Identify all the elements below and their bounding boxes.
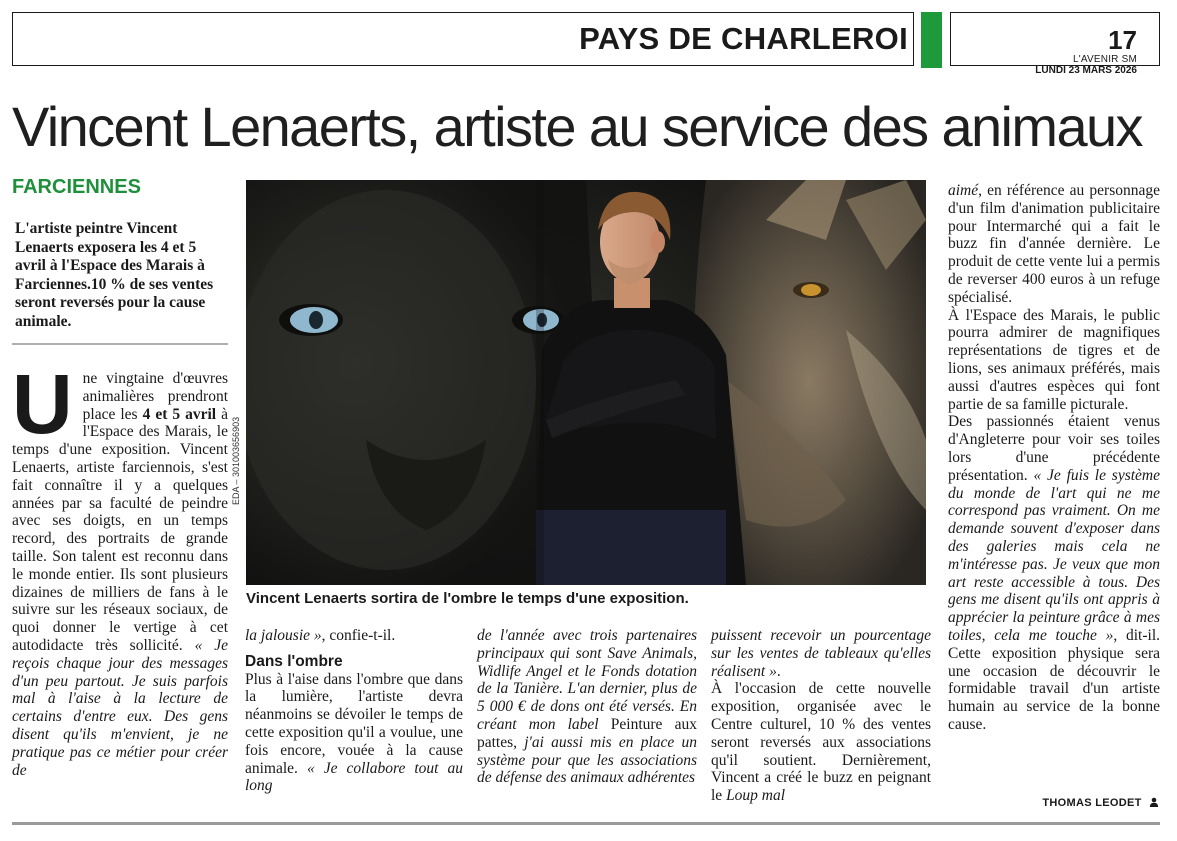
text-run: Plus à l'aise dans l'ombre que dans la lumière, l'artiste devra néanmoins se dévoiler le temps de cette exposition qu'il a voulue, une fois encore, vouée à la cause animale. (245, 670, 463, 777)
person-icon (1149, 797, 1159, 807)
quote: puissent recevoir un pourcentage sur les ventes de tableaux qu'elles réalisent » (711, 627, 931, 680)
article-column-4 (711, 627, 931, 805)
text-run: , dit-il. Cette exposition physique sera une occasion de découvrir le formidable travail d'un artiste humain au service de la bonne cause. (948, 626, 1160, 733)
article-photo (246, 180, 926, 585)
paragraph (245, 671, 463, 796)
text-run: ne vingtaine d'œuvres animalières prendront place les (82, 370, 228, 423)
article-kicker: FARCIENNES (12, 176, 141, 198)
newspaper-name: L'AVENIR SM (1073, 54, 1137, 65)
text-run: , en référence au personnage d'un film d'animation publicitaire pour Intermarché qui a fait le buzz fin d'année dernière. Le produit de cette vente lui a permis de reverser 400 euros à un refuge spécialisé. (948, 182, 1160, 306)
paragraph (711, 680, 931, 805)
article-column-1 (12, 357, 229, 779)
quote: « Je reçois chaque jour des messages d'un peu partout. Je suis parfois mal à l'aise à la lecture de certains d'entre eux. Des gens disent qu'ils m'envient, je ne pratique pas ce métier pour créer de (12, 636, 229, 779)
quote: « Je fuis le système du monde de l'art qui ne me correspond pas vraiment. On me demande souvent d'exposer dans des galeries mais cela ne m'intéresse pas. Je veux que mon art reste accessible à tous. Des gens me disent qu'ils ont appris à apprécier la peinture grâce à mes toiles, cela me touche » (948, 466, 1160, 644)
article-byline (1042, 797, 1159, 809)
paragraph (711, 627, 931, 680)
section-accent-bar (921, 12, 942, 68)
quote: de l'année avec trois partenaires principaux qui sont Save Animals, Widlife Angel et le Fonds dotation de la Tanière. L'an dernier, plus de 5 000 € de dons ont été versés. En créant mon label (477, 627, 697, 733)
quote: , j'ai aussi mis en place un système pour que les associations de défense des animaux adhérentes (477, 733, 697, 787)
photo-caption: Vincent Lenaerts sortira de l'ombre le temps d'une exposition. (246, 590, 689, 607)
article-column-5 (948, 182, 1160, 734)
text-run: , confie-t-il. (321, 627, 396, 644)
photo-credit: EDA – 301003656903 (231, 416, 241, 505)
article-column-2 (245, 627, 463, 795)
text-run: À l'occasion de cette nouvelle exposition, organisée avec le Centre culturel, 10 % des ventes seront reversés aux associations qu'il soutient. Dernièrement, Vincent a créé le buzz en peignant le (711, 680, 931, 805)
text-run: . (776, 662, 781, 680)
text-run: Des passionnés étaient venus d'Angleterre pour voir ses toiles lors d'une précédente présentation. (948, 413, 1160, 484)
emphasis-dates: 4 et 5 avril (142, 405, 217, 423)
label-name: Peinture aux pattes (477, 715, 697, 751)
page-info-box (950, 12, 1160, 76)
paragraph: À l'Espace des Marais, le public pourra admirer de magnifiques représentations de tigres et de lions, ses animaux préférés, mais aussi d'autres espèces qui font partie de sa famille picturale. (948, 306, 1160, 413)
paragraph (245, 627, 463, 645)
article-column-3 (477, 627, 697, 787)
quote: la jalousie » (245, 627, 322, 644)
drop-cap: U (12, 357, 73, 451)
publication-date: LUNDI 23 MARS 2026 (1035, 65, 1137, 76)
article-lead: L'artiste peintre Vincent Lenaerts exposera les 4 et 5 avril à l'Espace des Marais à Farciennes.10 % de ses ventes seront reversés pour la cause animale. (15, 220, 214, 330)
author-name: THOMAS LEODET (1042, 797, 1142, 809)
paragraph (477, 627, 697, 787)
photo-illustration (246, 180, 926, 585)
text-run: à l'Espace des Marais, le temps d'une exposition. Vincent Lenaerts, artiste farciennois, s'est fait connaître il y a quelques années par sa faculté de peindre avec ses doigts, en un temps record, des portraits de grande taille. Son talent est reconnu dans le monde entier. Ils sont plusieurs dizaines de milliers de fans à le suivre sur les réseaux sociaux, de quoi donner le vertige à cet autodidacte très sollicité. (12, 405, 228, 654)
quote: « Je collabore tout au long (245, 759, 464, 795)
paragraph (948, 413, 1160, 733)
page-number: 17 (1108, 25, 1137, 55)
lead-divider (12, 343, 228, 345)
page-bottom-rule (12, 822, 1160, 825)
artwork-title: Loup mal (726, 787, 786, 805)
article-headline: Vincent Lenaerts, artiste au service des animaux (12, 95, 1142, 158)
section-title: PAYS DE CHARLEROI (579, 21, 908, 56)
artwork-title: aimé (948, 182, 979, 199)
subheading: Dans l'ombre (245, 652, 343, 670)
paragraph (948, 182, 1160, 307)
paragraph (12, 357, 229, 779)
